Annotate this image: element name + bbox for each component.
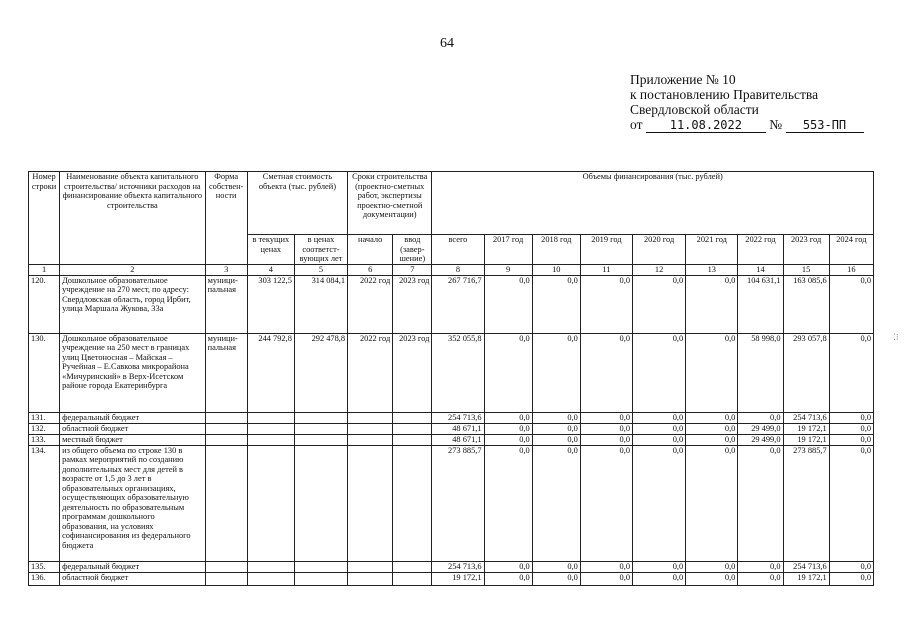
cell-end: 2023 год — [393, 333, 432, 412]
cell-end — [393, 412, 432, 423]
cell-name: областной бюджет — [60, 423, 206, 434]
cell-y2024: 0,0 — [829, 561, 873, 572]
cell-y2021: 0,0 — [686, 423, 738, 434]
cell-y2019: 0,0 — [580, 434, 632, 445]
cell-end — [393, 561, 432, 572]
header-funding: Объемы финансирования (тыс. рублей) — [432, 172, 874, 235]
cell-total: 19 172,1 — [432, 572, 484, 585]
cell-num: 131. — [29, 412, 60, 423]
cell-num: 130. — [29, 333, 60, 412]
cell-cost-years: 292 478,8 — [294, 333, 347, 412]
cell-y2022: 104 631,1 — [738, 275, 783, 333]
cell-y2017: 0,0 — [484, 572, 532, 585]
from-label: от — [630, 117, 643, 132]
column-number: 16 — [829, 265, 873, 276]
cell-cost-current: 244 792,8 — [247, 333, 294, 412]
column-number: 2 — [60, 265, 206, 276]
cell-y2017: 0,0 — [484, 333, 532, 412]
cell-form — [205, 434, 247, 445]
cell-y2022: 0,0 — [738, 412, 783, 423]
cell-y2023: 254 713,6 — [783, 561, 829, 572]
cell-y2022: 0,0 — [738, 445, 783, 561]
cell-y2024: 0,0 — [829, 412, 873, 423]
cell-start: 2022 год — [348, 333, 393, 412]
table-row — [29, 561, 874, 572]
table-row — [29, 423, 874, 434]
cell-cost-current — [247, 412, 294, 423]
header-year: 2017 год — [484, 235, 532, 265]
header-year: 2021 год — [686, 235, 738, 265]
cell-cost-current: 303 122,5 — [247, 275, 294, 333]
cell-start — [348, 434, 393, 445]
cell-y2018: 0,0 — [532, 434, 580, 445]
header-terms: Сроки строительства (проектно-сметных работ, экспертизы проектно-сметной документации) — [348, 172, 432, 235]
column-number: 12 — [633, 265, 686, 276]
cell-y2020: 0,0 — [633, 572, 686, 585]
header-commission: ввод (завер-шение) — [393, 235, 432, 265]
cell-y2019: 0,0 — [580, 561, 632, 572]
appendix-header — [630, 72, 864, 133]
cell-y2024: 0,0 — [829, 434, 873, 445]
cell-total: 254 713,6 — [432, 412, 484, 423]
cell-y2017: 0,0 — [484, 434, 532, 445]
column-number: 7 — [393, 265, 432, 276]
header-year: 2023 год — [783, 235, 829, 265]
cell-cost-current — [247, 561, 294, 572]
cell-y2017: 0,0 — [484, 445, 532, 561]
cell-cost-years — [294, 572, 347, 585]
table-body — [29, 275, 874, 585]
header-year: 2022 год — [738, 235, 783, 265]
cell-y2018: 0,0 — [532, 572, 580, 585]
cell-cost-years: 314 084,1 — [294, 275, 347, 333]
header-object-name: Наименование объекта капитального строительства/ источники расходов на финансирование объекта капитального строительства — [60, 172, 206, 265]
cell-y2022: 58 998,0 — [738, 333, 783, 412]
cell-cost-years — [294, 561, 347, 572]
cell-y2019: 0,0 — [580, 572, 632, 585]
cell-end — [393, 423, 432, 434]
cell-y2017: 0,0 — [484, 423, 532, 434]
cell-form — [205, 412, 247, 423]
cell-total: 273 885,7 — [432, 445, 484, 561]
appendix-date-line — [630, 117, 864, 133]
cell-y2020: 0,0 — [633, 423, 686, 434]
financing-table — [28, 171, 874, 586]
cell-total: 352 055,8 — [432, 333, 484, 412]
column-number: 5 — [294, 265, 347, 276]
cell-start — [348, 561, 393, 572]
cell-y2023: 254 713,6 — [783, 412, 829, 423]
cell-cost-years — [294, 445, 347, 561]
cell-y2018: 0,0 — [532, 412, 580, 423]
column-number: 3 — [205, 265, 247, 276]
table-row — [29, 412, 874, 423]
column-number: 14 — [738, 265, 783, 276]
table-row — [29, 572, 874, 585]
cell-y2019: 0,0 — [580, 275, 632, 333]
cell-total: 267 716,7 — [432, 275, 484, 333]
cell-y2018: 0,0 — [532, 561, 580, 572]
cell-num: 135. — [29, 561, 60, 572]
cell-num: 132. — [29, 423, 60, 434]
cell-y2023: 163 085,6 — [783, 275, 829, 333]
cell-y2019: 0,0 — [580, 333, 632, 412]
cell-form — [205, 423, 247, 434]
cell-y2018: 0,0 — [532, 423, 580, 434]
cell-y2017: 0,0 — [484, 412, 532, 423]
cell-num: 134. — [29, 445, 60, 561]
header-year: 2018 год — [532, 235, 580, 265]
column-number: 1 — [29, 265, 60, 276]
cell-name: из общего объема по строке 130 в рамках мероприятий по созданию дополнительных мест для детей в возрасте от 1,5 до 3 лет в образовательных организациях, осуществляющих образовательную деятельность по образовательным программам дошкольного образования, на условиях софинансирования из федерального бюджета — [60, 445, 206, 561]
table-row — [29, 434, 874, 445]
cell-y2021: 0,0 — [686, 445, 738, 561]
cell-start — [348, 445, 393, 561]
cell-cost-current — [247, 572, 294, 585]
table-row — [29, 333, 874, 412]
cell-y2018: 0,0 — [532, 445, 580, 561]
cell-y2021: 0,0 — [686, 412, 738, 423]
cell-end: 2023 год — [393, 275, 432, 333]
cell-y2024: 0,0 — [829, 445, 873, 561]
column-number: 8 — [432, 265, 484, 276]
header-cost-current: в текущих ценах — [247, 235, 294, 265]
cell-y2019: 0,0 — [580, 423, 632, 434]
cell-y2019: 0,0 — [580, 445, 632, 561]
header-start: начало — [348, 235, 393, 265]
column-number: 6 — [348, 265, 393, 276]
column-number: 9 — [484, 265, 532, 276]
appendix-region: Свердловской области — [630, 102, 759, 117]
cell-y2020: 0,0 — [633, 275, 686, 333]
cell-num: 136. — [29, 572, 60, 585]
header-year: 2024 год — [829, 235, 873, 265]
cell-cost-current — [247, 434, 294, 445]
cell-end — [393, 434, 432, 445]
header-year: 2019 год — [580, 235, 632, 265]
cell-y2021: 0,0 — [686, 333, 738, 412]
cell-end — [393, 572, 432, 585]
cell-y2023: 19 172,1 — [783, 434, 829, 445]
table-row — [29, 275, 874, 333]
cell-start — [348, 423, 393, 434]
cell-cost-years — [294, 412, 347, 423]
cell-y2022: 29 499,0 — [738, 423, 783, 434]
header-total: всего — [432, 235, 484, 265]
decree-number: 553-ПП — [786, 119, 864, 133]
cell-y2023: 19 172,1 — [783, 572, 829, 585]
cell-y2021: 0,0 — [686, 275, 738, 333]
cell-name: федеральный бюджет — [60, 412, 206, 423]
cell-name: областной бюджет — [60, 572, 206, 585]
cell-num: 120. — [29, 275, 60, 333]
header-row-number: Номер строки — [29, 172, 60, 265]
cell-start — [348, 572, 393, 585]
column-number: 10 — [532, 265, 580, 276]
column-numbers-row — [29, 265, 874, 276]
header-year: 2020 год — [633, 235, 686, 265]
cell-y2017: 0,0 — [484, 561, 532, 572]
column-number: 4 — [247, 265, 294, 276]
number-label: № — [769, 117, 783, 132]
cell-y2020: 0,0 — [633, 434, 686, 445]
cell-total: 48 671,1 — [432, 423, 484, 434]
decree-date: 11.08.2022 — [646, 119, 766, 133]
cell-name: местный бюджет — [60, 434, 206, 445]
cell-form: муници-пальная — [205, 333, 247, 412]
cell-total: 254 713,6 — [432, 561, 484, 572]
column-number: 15 — [783, 265, 829, 276]
header-ownership: Форма собствен-ности — [205, 172, 247, 265]
column-number: 13 — [686, 265, 738, 276]
column-number: 11 — [580, 265, 632, 276]
header-cost: Сметная стоимость объекта (тыс. рублей) — [247, 172, 347, 235]
cell-y2020: 0,0 — [633, 412, 686, 423]
cell-num: 133. — [29, 434, 60, 445]
cell-y2021: 0,0 — [686, 434, 738, 445]
cell-name: Дошкольное образовательное учреждение на 250 мест в границах улиц Цветоносная – Майская – Ручейная – Е.Савкова микрорайона «Мичуринский» в Верх-Исетском районе города Екатеринбурга — [60, 333, 206, 412]
cell-name: Дошкольное образовательное учреждение на 270 мест, по адресу: Свердловская область, город Ирбит, улица Маршала Жукова, 33а — [60, 275, 206, 333]
cell-y2022: 0,0 — [738, 561, 783, 572]
cell-name: федеральный бюджет — [60, 561, 206, 572]
cell-y2023: 19 172,1 — [783, 423, 829, 434]
cell-form — [205, 445, 247, 561]
table-row — [29, 445, 874, 561]
cell-y2017: 0,0 — [484, 275, 532, 333]
cell-y2020: 0,0 — [633, 333, 686, 412]
scan-mark: ⁚⁝ — [893, 332, 899, 342]
cell-total: 48 671,1 — [432, 434, 484, 445]
cell-start: 2022 год — [348, 275, 393, 333]
appendix-decree: к постановлению Правительства — [630, 87, 819, 102]
cell-form: муници-пальная — [205, 275, 247, 333]
page-number: 64 — [440, 36, 454, 51]
cell-y2023: 293 057,8 — [783, 333, 829, 412]
cell-y2020: 0,0 — [633, 445, 686, 561]
header-cost-years: в ценах соответст-вующих лет — [294, 235, 347, 265]
cell-y2022: 29 499,0 — [738, 434, 783, 445]
appendix-title: Приложение № 10 — [630, 72, 736, 87]
cell-start — [348, 412, 393, 423]
cell-y2018: 0,0 — [532, 275, 580, 333]
cell-y2024: 0,0 — [829, 275, 873, 333]
cell-y2022: 0,0 — [738, 572, 783, 585]
cell-y2018: 0,0 — [532, 333, 580, 412]
cell-end — [393, 445, 432, 561]
cell-cost-current — [247, 445, 294, 561]
cell-cost-years — [294, 434, 347, 445]
cell-y2024: 0,0 — [829, 423, 873, 434]
cell-y2023: 273 885,7 — [783, 445, 829, 561]
cell-form — [205, 572, 247, 585]
cell-y2020: 0,0 — [633, 561, 686, 572]
cell-y2024: 0,0 — [829, 333, 873, 412]
cell-cost-current — [247, 423, 294, 434]
cell-y2024: 0,0 — [829, 572, 873, 585]
cell-y2021: 0,0 — [686, 572, 738, 585]
cell-y2019: 0,0 — [580, 412, 632, 423]
cell-cost-years — [294, 423, 347, 434]
cell-y2021: 0,0 — [686, 561, 738, 572]
cell-form — [205, 561, 247, 572]
